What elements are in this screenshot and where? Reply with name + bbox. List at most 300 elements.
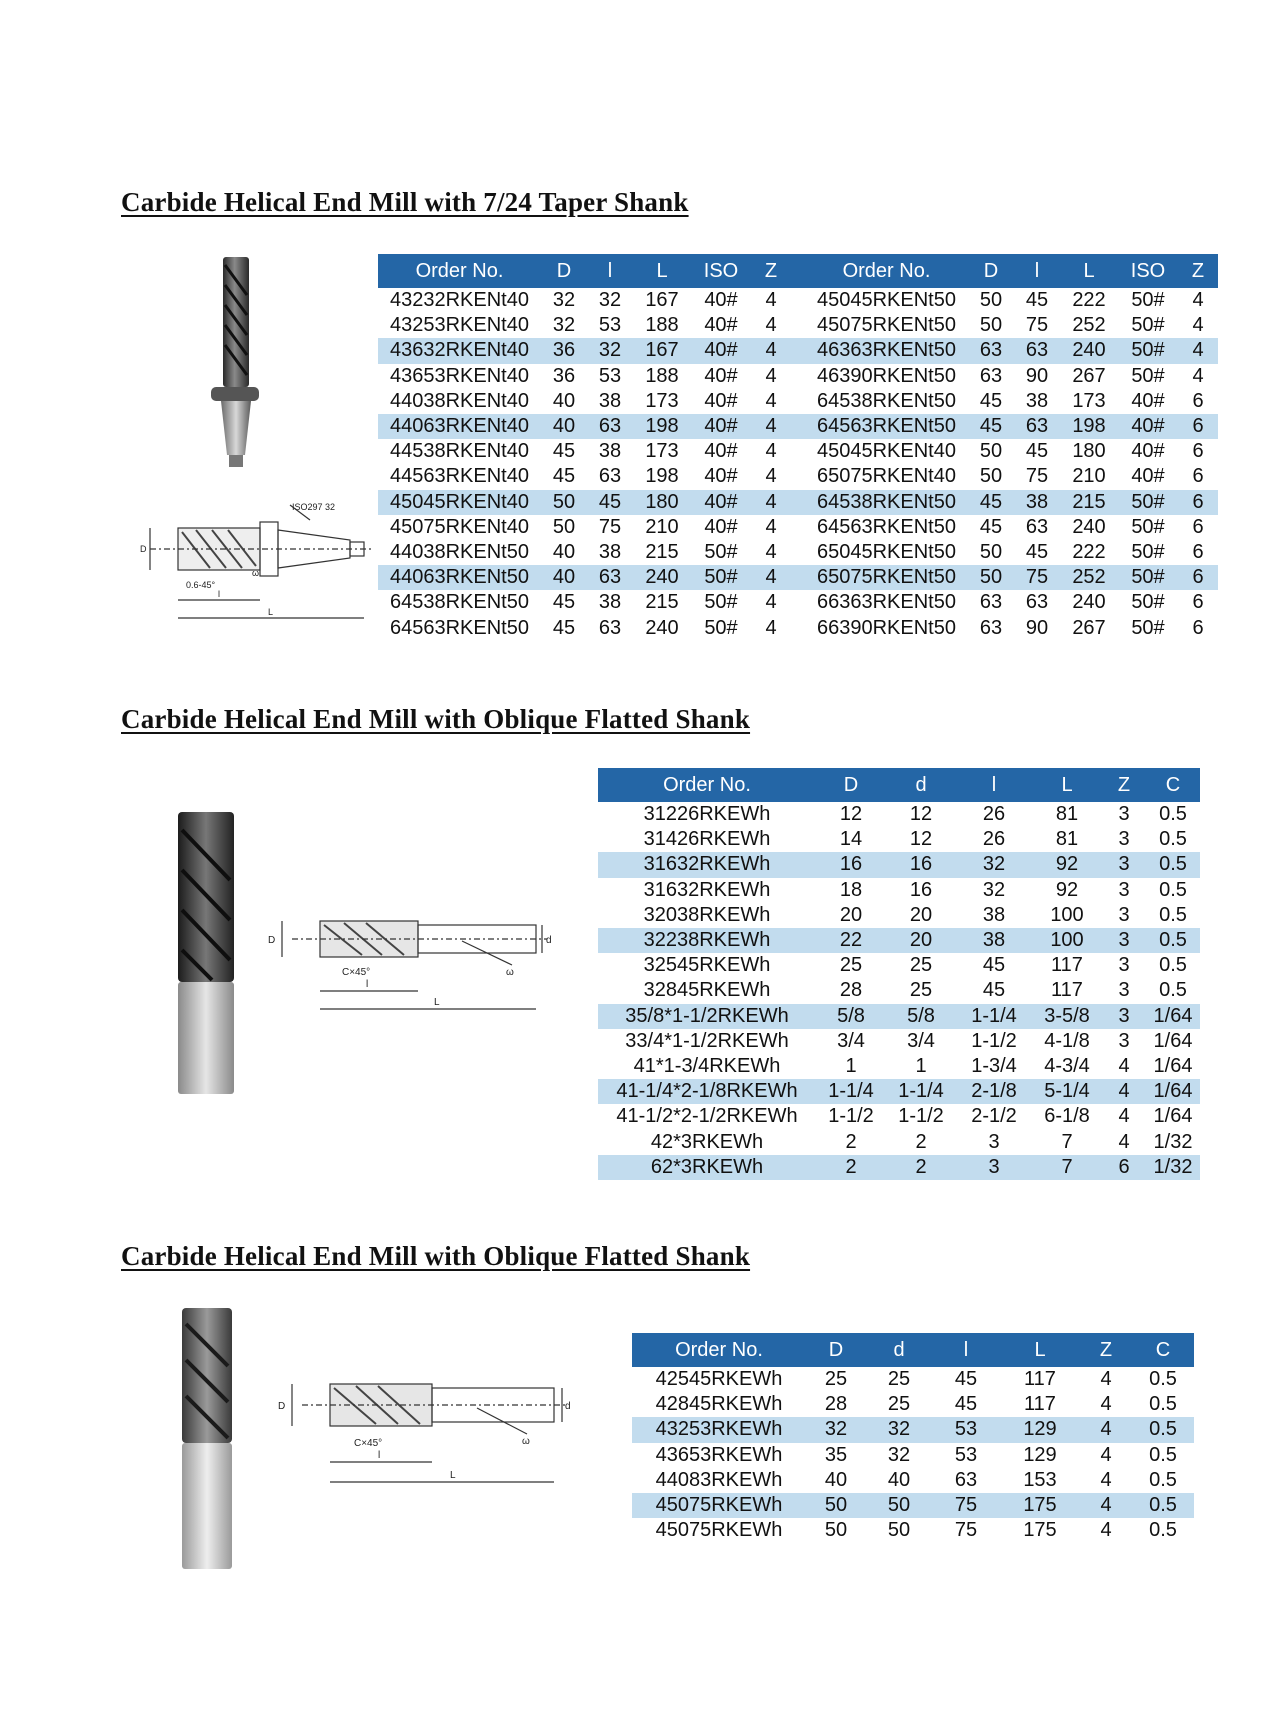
table-cell: 50# bbox=[1131, 314, 1165, 337]
table-cell: 3 bbox=[1118, 1029, 1130, 1052]
table-cell: 63 bbox=[954, 1468, 978, 1491]
taper-shank-end-mill-photo bbox=[205, 255, 265, 470]
table-row bbox=[378, 338, 1218, 363]
table-cell: 3 bbox=[1102, 928, 1146, 953]
table-cell: 0.5 bbox=[1159, 979, 1187, 1002]
table-cell: 40# bbox=[704, 289, 738, 312]
drawing-angle: ω bbox=[506, 967, 514, 978]
table-cell: 4-3/4 bbox=[1044, 1054, 1090, 1077]
order-number-cell: 32845RKEWh bbox=[643, 979, 771, 1002]
taper-shank-end-mill-drawing bbox=[140, 500, 380, 635]
table-row bbox=[378, 364, 1218, 389]
table-cell: 38 bbox=[598, 389, 622, 412]
table-cell: 1 bbox=[845, 1054, 857, 1077]
table-cell: 40# bbox=[704, 314, 738, 337]
section-title-oblique-flatted-shank: Carbide Helical End Mill with Oblique Flatted Shank bbox=[121, 704, 751, 734]
table-cell: 1-1/4 bbox=[816, 1079, 886, 1104]
order-number-cell: 46363RKENt50 bbox=[805, 338, 968, 363]
table-cell: 0.5 bbox=[1132, 1493, 1194, 1518]
table-cell: 3 bbox=[1118, 828, 1130, 851]
table-cell: 50# bbox=[1118, 565, 1178, 590]
table-cell: 1/64 bbox=[1153, 1105, 1193, 1128]
table-cell: 45 bbox=[587, 490, 633, 515]
table-cell: 50# bbox=[704, 591, 738, 614]
table-cell: 1/32 bbox=[1146, 1155, 1200, 1180]
table-cell: 2 bbox=[886, 1155, 956, 1180]
taper-shank-spec-table bbox=[378, 254, 1218, 641]
table-row bbox=[598, 1129, 1200, 1154]
table-cell: 12 bbox=[839, 803, 863, 826]
table-cell: 90 bbox=[1025, 364, 1049, 387]
table-cell: 32 bbox=[866, 1417, 932, 1442]
table-cell: 50# bbox=[691, 565, 751, 590]
table-cell: 63 bbox=[587, 565, 633, 590]
table-cell: 198 bbox=[645, 465, 679, 488]
column-gap bbox=[791, 254, 805, 288]
table-cell: 40 bbox=[552, 540, 576, 563]
table-cell: 25 bbox=[824, 1368, 848, 1391]
table-cell: 267 bbox=[1072, 616, 1106, 639]
table-cell: 4 bbox=[1178, 338, 1218, 363]
table-cell: 0.5 bbox=[1159, 878, 1187, 901]
table-cell: 4 bbox=[765, 314, 777, 337]
table-cell: 50 bbox=[552, 515, 576, 538]
table-row bbox=[598, 1004, 1200, 1029]
table-cell: 90 bbox=[1025, 616, 1049, 639]
table-cell: 92 bbox=[1032, 852, 1102, 877]
table-cell: 50 bbox=[541, 490, 587, 515]
table-cell: 45 bbox=[1025, 540, 1049, 563]
drawing-chamfer-label: C×45° bbox=[342, 967, 371, 978]
table-cell: 81 bbox=[1055, 803, 1079, 826]
table-cell: 4 bbox=[1100, 1443, 1112, 1466]
table-cell: 198 bbox=[633, 414, 691, 439]
table-cell: 40# bbox=[691, 338, 751, 363]
table-cell: 0.5 bbox=[1146, 852, 1200, 877]
table-cell: 267 bbox=[1072, 364, 1106, 387]
table-cell: 1-1/2 bbox=[971, 1029, 1017, 1052]
table-cell: 167 bbox=[633, 338, 691, 363]
table-cell: 2 bbox=[816, 1155, 886, 1180]
table-cell: 36 bbox=[541, 338, 587, 363]
table-cell: 3 bbox=[1118, 954, 1130, 977]
table-cell: 50# bbox=[1118, 490, 1178, 515]
table-cell: 50# bbox=[704, 616, 738, 639]
table-cell: 4 bbox=[765, 515, 777, 538]
table-row bbox=[632, 1468, 1194, 1493]
table-cell: 32 bbox=[587, 338, 633, 363]
order-number-cell: 64563RKENt50 bbox=[390, 616, 529, 639]
table-cell: 50# bbox=[1118, 338, 1178, 363]
table-cell: 4 bbox=[751, 414, 791, 439]
table-cell: 40# bbox=[704, 364, 738, 387]
column-header: L bbox=[1000, 1333, 1080, 1367]
table-cell: 0.5 bbox=[1132, 1417, 1194, 1442]
table-cell: 75 bbox=[1025, 314, 1049, 337]
table-cell: 32 bbox=[806, 1417, 866, 1442]
table-cell: 3 bbox=[1102, 1004, 1146, 1029]
table-cell: 117 bbox=[1051, 979, 1083, 1002]
table-cell: 4 bbox=[1118, 1130, 1130, 1153]
table-cell: 12 bbox=[909, 803, 933, 826]
order-number-cell: 44063RKENt50 bbox=[378, 565, 541, 590]
table-cell: 0.5 bbox=[1159, 903, 1187, 926]
table-cell: 240 bbox=[645, 616, 679, 639]
table-cell: 45 bbox=[954, 1393, 978, 1416]
table-cell: 50 bbox=[806, 1493, 866, 1518]
table-cell: 25 bbox=[887, 1368, 911, 1391]
table-cell: 28 bbox=[824, 1393, 848, 1416]
table-cell: 4 bbox=[1192, 289, 1204, 312]
table-cell: 20 bbox=[909, 903, 933, 926]
section-title-oblique-flatted-shank-large: Carbide Helical End Mill with Oblique Flatted Shank bbox=[121, 1241, 751, 1271]
drawing-chamfer-label: C×45° bbox=[354, 1438, 383, 1449]
table-cell: 35 bbox=[824, 1443, 848, 1466]
table-cell: 25 bbox=[887, 1393, 911, 1416]
table-cell: 4 bbox=[1100, 1519, 1112, 1542]
table-cell: 32 bbox=[956, 852, 1032, 877]
column-gap bbox=[791, 464, 805, 489]
table-row bbox=[598, 827, 1200, 852]
table-cell: 6-1/8 bbox=[1044, 1105, 1090, 1128]
order-number-cell: 64563RKENt50 bbox=[805, 414, 968, 439]
table-cell: 1-3/4 bbox=[971, 1054, 1017, 1077]
table-cell: 173 bbox=[645, 389, 679, 412]
table-cell: 22 bbox=[816, 928, 886, 953]
table-cell: 32 bbox=[982, 878, 1006, 901]
table-cell: 16 bbox=[909, 878, 933, 901]
table-cell: 198 bbox=[1060, 414, 1118, 439]
table-cell: 63 bbox=[979, 591, 1003, 614]
column-header: D bbox=[816, 768, 886, 802]
order-number-cell: 64538RKENt50 bbox=[817, 389, 956, 412]
drawing-angle: ω bbox=[252, 568, 260, 578]
order-number-cell: 43653RKENt40 bbox=[390, 364, 529, 387]
order-number-cell: 64563RKENt50 bbox=[817, 515, 956, 538]
column-header: l bbox=[587, 254, 633, 288]
order-number-cell: 31632RKEWh bbox=[598, 852, 816, 877]
oblique-shank-large-end-mill-photo bbox=[172, 1306, 242, 1576]
table-cell: 215 bbox=[645, 591, 679, 614]
table-cell: 25 bbox=[839, 954, 863, 977]
column-gap bbox=[791, 590, 805, 615]
column-header: Order No. bbox=[632, 1333, 806, 1367]
drawing-taper-note: ISO297 32 bbox=[292, 502, 336, 512]
table-row bbox=[598, 978, 1200, 1003]
order-number-cell: 45075RKENt40 bbox=[390, 515, 529, 538]
table-row bbox=[598, 928, 1200, 953]
column-header: Z bbox=[1080, 1333, 1132, 1367]
table-cell: 40 bbox=[887, 1468, 911, 1491]
table-cell: 40# bbox=[704, 440, 738, 463]
drawing-dim-d: d bbox=[546, 935, 552, 946]
table-cell: 2-1/2 bbox=[971, 1105, 1017, 1128]
column-header: d bbox=[886, 768, 956, 802]
table-cell: 63 bbox=[1014, 338, 1060, 363]
table-cell: 38 bbox=[598, 440, 622, 463]
table-cell: 4 bbox=[751, 338, 791, 363]
table-cell: 6 bbox=[1192, 440, 1204, 463]
order-number-cell: 35/8*1-1/2RKEWh bbox=[598, 1004, 816, 1029]
table-row bbox=[632, 1367, 1194, 1392]
table-cell: 3 bbox=[1118, 878, 1130, 901]
column-header: L bbox=[633, 254, 691, 288]
table-cell: 4 bbox=[765, 440, 777, 463]
table-cell: 40# bbox=[704, 389, 738, 412]
order-number-cell: 44083RKEWh bbox=[655, 1468, 783, 1491]
column-gap bbox=[791, 338, 805, 363]
table-cell: 4-1/8 bbox=[1044, 1029, 1090, 1052]
order-number-cell: 62*3RKEWh bbox=[598, 1155, 816, 1180]
table-cell: 20 bbox=[839, 903, 863, 926]
order-number-cell: 32038RKEWh bbox=[643, 903, 771, 926]
table-cell: 45 bbox=[968, 490, 1014, 515]
table-cell: 180 bbox=[1072, 440, 1106, 463]
table-cell: 2 bbox=[915, 1130, 927, 1153]
table-cell: 32 bbox=[552, 289, 576, 312]
oblique-shank-spec-table-2 bbox=[632, 1333, 1194, 1543]
table-cell: 38 bbox=[1025, 389, 1049, 412]
column-gap bbox=[791, 540, 805, 565]
table-cell: 32 bbox=[598, 289, 622, 312]
column-header: Order No. bbox=[378, 254, 541, 288]
table-cell: 1/64 bbox=[1153, 1054, 1193, 1077]
table-cell: 4 bbox=[1080, 1493, 1132, 1518]
table-cell: 63 bbox=[1025, 515, 1049, 538]
order-number-cell: 45075RKENt50 bbox=[817, 314, 956, 337]
table-cell: 63 bbox=[979, 364, 1003, 387]
table-cell: 3 bbox=[1118, 903, 1130, 926]
table-cell: 210 bbox=[1072, 465, 1106, 488]
oblique-shank-large-end-mill-drawing bbox=[272, 1372, 572, 1497]
table-cell: 40 bbox=[541, 565, 587, 590]
drawing-dim-D: D bbox=[278, 1401, 286, 1412]
drawing-dim-l: l bbox=[366, 979, 369, 990]
table-cell: 0.5 bbox=[1149, 1468, 1177, 1491]
table-cell: 252 bbox=[1060, 565, 1118, 590]
column-header: ISO bbox=[691, 254, 751, 288]
table-cell: 53 bbox=[598, 364, 622, 387]
column-gap bbox=[791, 565, 805, 590]
table-cell: 40# bbox=[691, 490, 751, 515]
table-cell: 7 bbox=[1061, 1130, 1073, 1153]
column-header: D bbox=[541, 254, 587, 288]
table-cell: 0.5 bbox=[1149, 1519, 1177, 1542]
table-cell: 32 bbox=[887, 1443, 911, 1466]
table-row bbox=[598, 878, 1200, 903]
table-cell: 40 bbox=[541, 414, 587, 439]
order-number-cell: 41-1/2*2-1/2RKEWh bbox=[616, 1105, 798, 1128]
table-cell: 1/64 bbox=[1146, 1079, 1200, 1104]
table-cell: 20 bbox=[886, 928, 956, 953]
oblique-shank-end-mill-photo bbox=[172, 810, 242, 1100]
table-row bbox=[598, 1155, 1200, 1180]
table-cell: 153 bbox=[1023, 1468, 1057, 1491]
table-cell: 3/4 bbox=[907, 1029, 935, 1052]
order-number-cell: 45075RKEWh bbox=[632, 1493, 806, 1518]
table-cell: 0.5 bbox=[1159, 803, 1187, 826]
table-cell: 26 bbox=[982, 828, 1006, 851]
table-cell: 5/8 bbox=[816, 1004, 886, 1029]
table-cell: 1-1/2 bbox=[898, 1105, 944, 1128]
table-cell: 4 bbox=[765, 465, 777, 488]
table-cell: 0.5 bbox=[1149, 1393, 1177, 1416]
table-cell: 0.5 bbox=[1159, 954, 1187, 977]
section-title-taper-shank: Carbide Helical End Mill with 7/24 Taper Shank bbox=[121, 187, 689, 217]
table-cell: 100 bbox=[1032, 928, 1102, 953]
table-cell: 4 bbox=[765, 364, 777, 387]
order-number-cell: 44563RKENt40 bbox=[390, 465, 529, 488]
column-gap bbox=[791, 490, 805, 515]
table-cell: 45 bbox=[954, 1368, 978, 1391]
table-row bbox=[632, 1417, 1194, 1442]
order-number-cell: 42*3RKEWh bbox=[650, 1130, 764, 1153]
table-cell: 50 bbox=[968, 565, 1014, 590]
table-cell: 6 bbox=[1178, 414, 1218, 439]
table-cell: 40 bbox=[552, 389, 576, 412]
table-cell: 45 bbox=[982, 979, 1006, 1002]
column-header: l bbox=[1014, 254, 1060, 288]
table-cell: 6 bbox=[1178, 490, 1218, 515]
table-cell: 63 bbox=[1025, 591, 1049, 614]
table-cell: 4 bbox=[1100, 1468, 1112, 1491]
table-cell: 45 bbox=[552, 440, 576, 463]
order-number-cell: 45045RKENt40 bbox=[817, 440, 956, 463]
column-header: ISO bbox=[1118, 254, 1178, 288]
table-cell: 18 bbox=[839, 878, 863, 901]
table-cell: 50# bbox=[1131, 591, 1165, 614]
table-cell: 75 bbox=[954, 1519, 978, 1542]
drawing-dim-l: l bbox=[218, 589, 220, 599]
column-gap bbox=[791, 288, 805, 313]
table-cell: 1/64 bbox=[1153, 1029, 1193, 1052]
order-number-cell: 64538RKENt50 bbox=[805, 490, 968, 515]
order-number-cell: 43632RKENt40 bbox=[378, 338, 541, 363]
table-cell: 117 bbox=[1024, 1368, 1056, 1391]
table-cell: 40# bbox=[1131, 465, 1165, 488]
table-cell: 5/8 bbox=[886, 1004, 956, 1029]
table-row bbox=[598, 1104, 1200, 1129]
table-row bbox=[378, 515, 1218, 540]
table-cell: 129 bbox=[1023, 1443, 1057, 1466]
table-cell: 129 bbox=[1000, 1417, 1080, 1442]
table-row bbox=[378, 464, 1218, 489]
table-cell: 50# bbox=[1131, 515, 1165, 538]
column-gap bbox=[791, 389, 805, 414]
column-gap bbox=[791, 615, 805, 640]
table-cell: 240 bbox=[1072, 591, 1106, 614]
table-cell: 63 bbox=[979, 616, 1003, 639]
table-cell: 14 bbox=[839, 828, 863, 851]
table-cell: 4 bbox=[765, 289, 777, 312]
table-cell: 28 bbox=[839, 979, 863, 1002]
order-number-cell: 46390RKENt50 bbox=[817, 364, 956, 387]
table-cell: 6 bbox=[1192, 389, 1204, 412]
order-number-cell: 43253RKEWh bbox=[632, 1417, 806, 1442]
table-cell: 1/32 bbox=[1153, 1130, 1193, 1153]
table-cell: 16 bbox=[886, 852, 956, 877]
table-row bbox=[598, 1079, 1200, 1104]
table-cell: 240 bbox=[1072, 515, 1106, 538]
table-cell: 4 bbox=[1100, 1393, 1112, 1416]
table-cell: 63 bbox=[598, 465, 622, 488]
table-row bbox=[378, 313, 1218, 338]
order-number-cell: 42545RKEWh bbox=[655, 1368, 783, 1391]
column-header: C bbox=[1132, 1333, 1194, 1367]
table-row bbox=[632, 1493, 1194, 1518]
table-cell: 117 bbox=[1051, 954, 1083, 977]
table-cell: 36 bbox=[552, 364, 576, 387]
order-number-cell: 45045RKENt40 bbox=[378, 490, 541, 515]
table-cell: 45 bbox=[1025, 289, 1049, 312]
table-cell: 75 bbox=[1025, 465, 1049, 488]
table-cell: 38 bbox=[598, 540, 622, 563]
order-number-cell: 41-1/4*2-1/8RKEWh bbox=[598, 1079, 816, 1104]
table-cell: 6 bbox=[1192, 616, 1204, 639]
table-cell: 53 bbox=[954, 1443, 978, 1466]
table-cell: 38 bbox=[956, 928, 1032, 953]
table-row bbox=[378, 439, 1218, 464]
table-row bbox=[378, 590, 1218, 615]
table-cell: 50 bbox=[979, 465, 1003, 488]
table-cell: 40# bbox=[1131, 440, 1165, 463]
table-row bbox=[598, 1054, 1200, 1079]
table-cell: 45 bbox=[552, 465, 576, 488]
table-cell: 45 bbox=[968, 414, 1014, 439]
table-cell: 50# bbox=[1131, 616, 1165, 639]
table-cell: 2-1/8 bbox=[956, 1079, 1032, 1104]
table-cell: 6 bbox=[1192, 465, 1204, 488]
order-number-cell: 31632RKEWh bbox=[643, 878, 771, 901]
table-cell: 53 bbox=[932, 1417, 1000, 1442]
order-number-cell: 44038RKENt40 bbox=[390, 389, 529, 412]
table-cell: 3 bbox=[988, 1130, 1000, 1153]
table-cell: 63 bbox=[968, 338, 1014, 363]
order-number-cell: 33/4*1-1/2RKEWh bbox=[625, 1029, 789, 1052]
table-cell: 3 bbox=[1102, 852, 1146, 877]
table-cell: 4 bbox=[751, 490, 791, 515]
table-cell: 50# bbox=[704, 540, 738, 563]
order-number-cell: 32545RKEWh bbox=[643, 954, 771, 977]
order-number-cell: 44063RKENt40 bbox=[378, 414, 541, 439]
table-cell: 50# bbox=[1131, 364, 1165, 387]
table-cell: 0.5 bbox=[1149, 1368, 1177, 1391]
table-row bbox=[598, 903, 1200, 928]
column-gap bbox=[791, 515, 805, 540]
table-cell: 4 bbox=[1100, 1368, 1112, 1391]
table-cell: 4 bbox=[1102, 1079, 1146, 1104]
table-cell: 45 bbox=[979, 515, 1003, 538]
table-cell: 1/64 bbox=[1146, 1004, 1200, 1029]
column-header: Z bbox=[1178, 254, 1218, 288]
table-cell: 0.5 bbox=[1149, 1443, 1177, 1466]
table-cell: 1-1/2 bbox=[828, 1105, 874, 1128]
table-header-row bbox=[598, 768, 1200, 802]
table-cell: 252 bbox=[1072, 314, 1106, 337]
column-header: Order No. bbox=[805, 254, 968, 288]
table-cell: 3-5/8 bbox=[1032, 1004, 1102, 1029]
table-cell: 240 bbox=[1060, 338, 1118, 363]
order-number-cell: 45075RKEWh bbox=[655, 1519, 783, 1542]
order-number-cell: 65045RKENt50 bbox=[817, 540, 956, 563]
table-header-row bbox=[632, 1333, 1194, 1367]
table-cell: 4 bbox=[765, 591, 777, 614]
table-cell: 1 bbox=[915, 1054, 927, 1077]
table-cell: 180 bbox=[633, 490, 691, 515]
table-cell: 3 bbox=[956, 1155, 1032, 1180]
table-cell: 50# bbox=[1131, 540, 1165, 563]
table-cell: 45 bbox=[982, 954, 1006, 977]
